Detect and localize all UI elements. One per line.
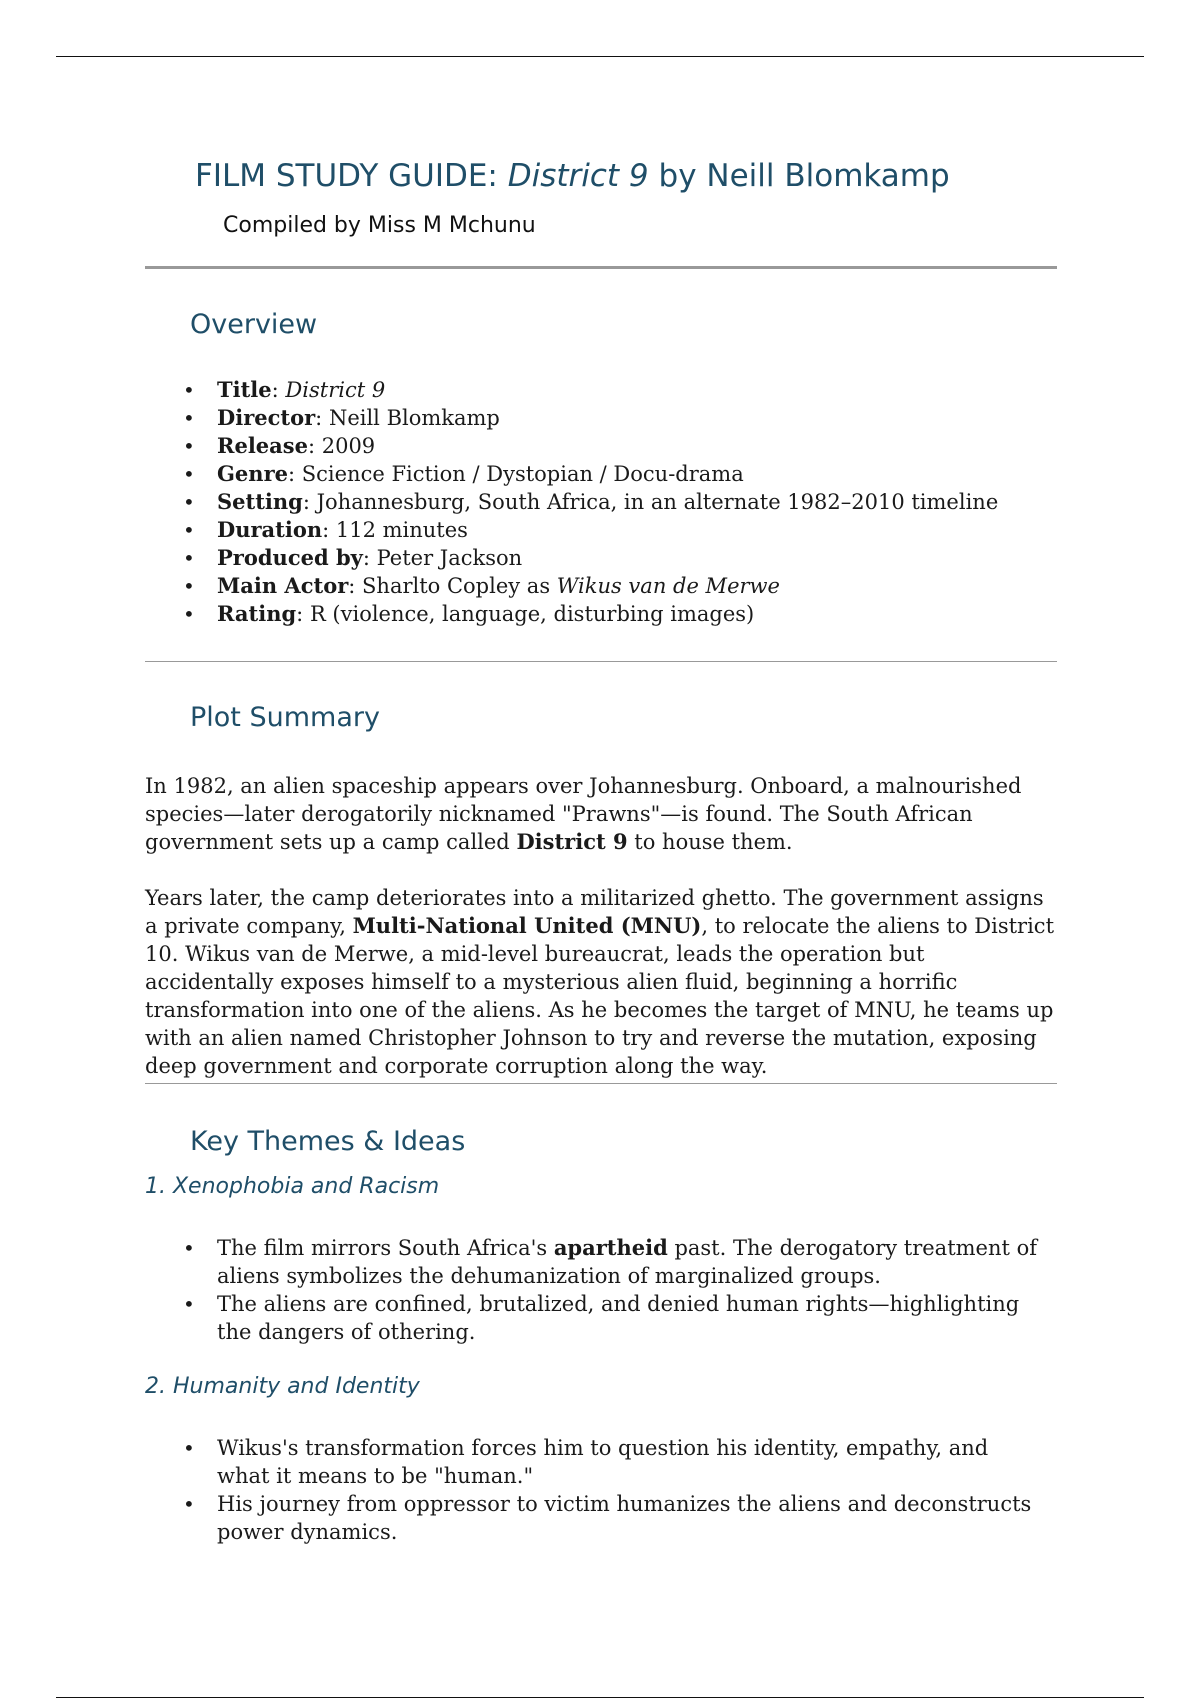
list-item: • Title: District 9: [145, 376, 1045, 404]
list-item: • The aliens are confined, brutalized, and denied human rights—highlighting the dangers of othering.: [145, 1290, 1045, 1346]
list-item: • Director: Neill Blomkamp: [145, 404, 1045, 432]
section-divider: [145, 661, 1057, 662]
list-item: • His journey from oppressor to victim humanizes the aliens and deconstructs power dynamics.: [145, 1490, 1045, 1546]
list-item: • Rating: R (violence, language, disturbing images): [145, 600, 1045, 628]
overview-heading: Overview: [190, 309, 318, 340]
plot-paragraph-2: Years later, the camp deteriorates into a militarized ghetto. The government assigns a private company, Multi-National United (MNU), to relocate the aliens to District 10. Wikus van de Merwe, a mid-level bureaucrat, leads the operation but accidentally exposes himself to a mysterious alien fluid, beginning a horrific transformation into one of the aliens. As he becomes the target of MNU, he teams up with an alien named Christopher Johnson to try and reverse the mutation, exposing deep government and corporate corruption along the way.: [145, 886, 1055, 1078]
theme-1-title: 1. Xenophobia and Racism: [145, 1174, 440, 1199]
page-title: [195, 158, 950, 194]
themes-heading: Key Themes & Ideas: [190, 1126, 466, 1157]
theme-1-list: [145, 1234, 1045, 1346]
theme-2-title: 2. Humanity and Identity: [145, 1374, 420, 1399]
theme-2-list: [145, 1434, 1045, 1546]
list-item: • Wikus's transformation forces him to question his identity, empathy, and what it means to be "human.": [145, 1434, 1045, 1490]
list-item: • The film mirrors South Africa's apartheid past. The derogatory treatment of aliens symbolizes the dehumanization of marginalized groups.: [145, 1234, 1045, 1290]
title-prefix: FILM STUDY GUIDE:: [195, 158, 508, 194]
list-item: • Duration: 112 minutes: [145, 516, 1045, 544]
list-item: • Produced by: Peter Jackson: [145, 544, 1045, 572]
title-suffix: by Neill Blomkamp: [648, 158, 950, 194]
top-rule: [56, 56, 1144, 57]
list-item: • Genre: Science Fiction / Dystopian / Docu-drama: [145, 460, 1045, 488]
list-item: • Main Actor: Sharlto Copley as Wikus van de Merwe: [145, 572, 1045, 600]
plot-paragraph-1: In 1982, an alien spaceship appears over Johannesburg. Onboard, a malnourished species—later derogatorily nicknamed "Prawns"—is found. The South African government sets up a camp called District 9 to house them.: [145, 774, 1022, 854]
title-divider: [145, 266, 1057, 269]
overview-list: [145, 376, 1045, 628]
plot-heading: Plot Summary: [190, 702, 380, 733]
title-film-name: District 9: [507, 158, 649, 194]
list-item: • Setting: Johannesburg, South Africa, in an alternate 1982–2010 timeline: [145, 488, 1045, 516]
list-item: • Release: 2009: [145, 432, 1045, 460]
subtitle: Compiled by Miss M Mchunu: [223, 213, 536, 238]
section-divider: [145, 1083, 1057, 1084]
bottom-rule: [56, 1697, 1144, 1698]
